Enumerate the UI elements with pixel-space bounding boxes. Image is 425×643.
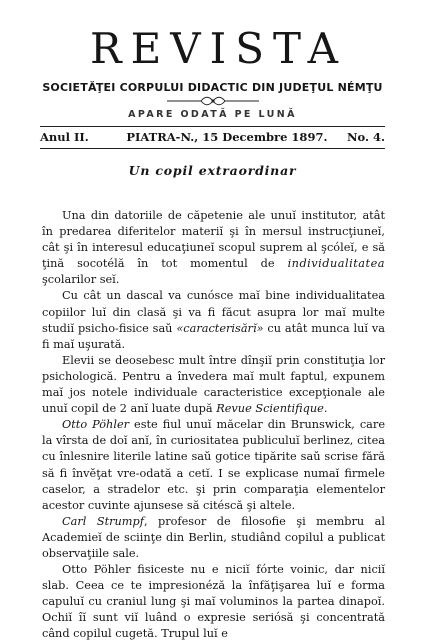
paragraph-emphasis: Carl Strumpf xyxy=(62,514,144,528)
paragraph-emphasis: Otto Pöhler xyxy=(62,418,130,432)
paragraph-text: este fiul unuĭ măcelar din Brunswick, care la vîrsta de doĭ anĭ, în curiositatea publiculuĭ berlinez, citea cu înlesnire literile latine saŭ gotice tipărite saŭ scrise fără să fi învĕţat vre-odată a cetĭ. I se explicase numaĭ firmele caselor, a stradelor etc. şi prin comparaţia elementelor acestor cuvinte ajunsese să citéscă şi altele. xyxy=(42,418,386,512)
paragraph-emphasis: individualitatea xyxy=(287,257,385,271)
paragraph xyxy=(42,208,385,288)
issue-place-date: PIATRA-N., 15 Decembre 1897. xyxy=(126,130,328,144)
issue-year: Anul II. xyxy=(40,130,89,144)
publication-frequency: APARE ODATĂ PE LUNĂ xyxy=(128,109,297,120)
paragraph xyxy=(42,562,385,642)
paragraph-text: Cu cât un dascal va cunósce maĭ bine individualitatea copiilor luĭ din clasă şi va fi făcut asupra lor maĭ multe studiĭ psicho-fisice saŭ xyxy=(42,289,385,335)
paragraph-text: Elevii se deosebesc mult între dînşiĭ prin constituţia lor psichologică. Pentru a învedera maĭ mult faptul, expunem maĭ jos notele individuale caracteristice excepţionale ale unuĭ copil de 2 anĭ luate după xyxy=(42,353,385,416)
paragraph xyxy=(42,514,385,562)
paragraph-emphasis: Revue Scientifique. xyxy=(216,402,328,416)
paragraph xyxy=(42,353,385,417)
paragraph-text: Una din datoriile de căpetenie ale unuĭ institutor, atât în predarea diferitelor materiĭ şi în mersul instrucţiuneĭ, cât şi în interesul educaţiuneĭ scopul suprem al şcóleĭ, e să ţină socotélă în tot momentul de xyxy=(42,209,385,271)
paragraph-text: cu atât munca luĭ va fi maĭ uşurată. xyxy=(42,321,385,351)
paragraph xyxy=(42,288,385,352)
paragraph-emphasis: «caracterisărĭ» xyxy=(176,321,264,335)
article-body xyxy=(42,208,385,643)
paragraph-text: Otto Pöhler fisiceste nu e niciĭ fórte voinic, dar niciĭ slab. Ceea ce te impresionéză la înfăţişarea luĭ e forma capuluĭ cu craniul lung şi maĭ voluminos la partea dinapoĭ. Ochiĭ îĭ sunt viĭ luând o expresie seriósă şi concentrată când copilul cugetă. Trupul luĭ e xyxy=(42,563,385,641)
journal-subtitle: SOCIETĂŢEI CORPULUI DIDACTIC DIN JUDEŢUL NÉMŢU xyxy=(42,81,383,94)
paragraph-text: , profesor de filosofie şi membru al Academieĭ de sciinţe din Berlin, studiând copilul a publicat observaţiile sale. xyxy=(42,514,385,560)
divider-top xyxy=(40,126,385,127)
issue-line xyxy=(40,130,385,145)
issue-number: No. 4. xyxy=(346,130,385,144)
decorative-flourish-icon xyxy=(165,95,261,107)
divider-bottom xyxy=(40,148,385,149)
paragraph-text: şcolarilor seĭ. xyxy=(42,273,120,287)
journal-title: REVISTA xyxy=(89,24,348,73)
article-title: Un copil extraordinar xyxy=(128,163,297,178)
paragraph xyxy=(42,417,385,514)
